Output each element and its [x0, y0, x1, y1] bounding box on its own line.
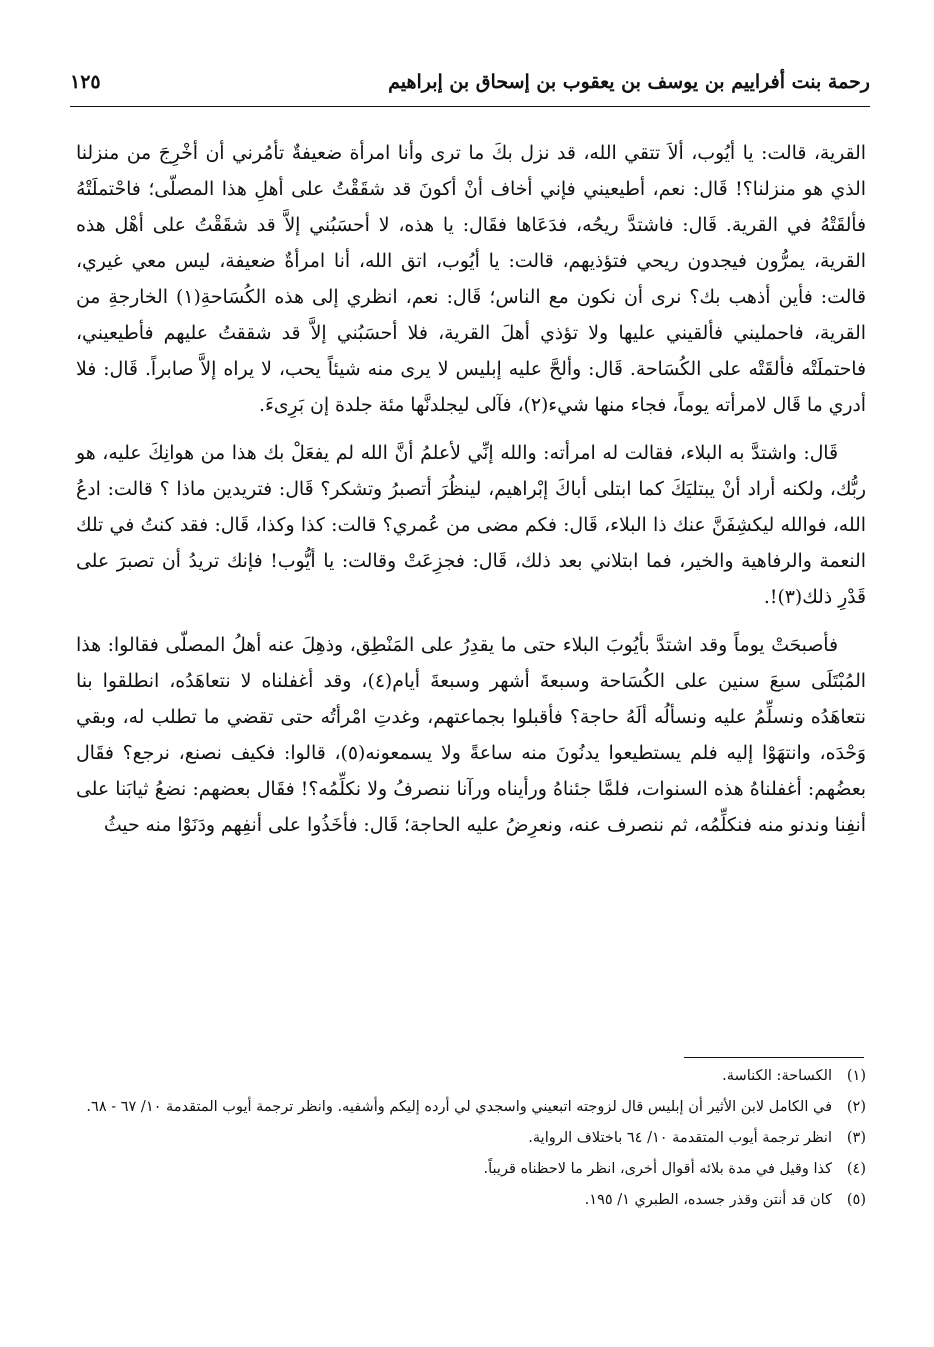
running-title: رحمة بنت أفراييم بن يوسف بن يعقوب بن إسحاق بن إبراهيم: [388, 71, 870, 93]
footnote-number: (٥): [846, 1192, 866, 1208]
footnote-number: (٤): [846, 1161, 866, 1177]
footnote: [76, 1188, 866, 1213]
footnote-number: (١): [846, 1068, 866, 1084]
footnote: [76, 1095, 866, 1120]
footnote-number: (٣): [846, 1130, 866, 1146]
footnote-divider: [684, 1057, 864, 1058]
paragraph: القرية، قالت: يا أيُوب، ألاَ تتقي الله، قد نزل بكَ ما ترى وأنا امرأة ضعيفةٌ تأمُرني أن أخْرِجَ من منزلنا الذي هو منزلنا؟! قَال: نعم، أطيعيني فإني أخاف أنْ أكونَ قد شقَقْتُ على أهلِ هذا المصلّى؛ فاحْتملَتْهُ فألقَتْهُ في القرية. قَال: فاشتدَّ ريحُه، فدَعَاها فقَال: يا هذه، لا أحسَبُني إلاَّ قد شقَقْتُ على أهْل هذه القرية، يمرُّون فيجدون ريحي فتؤذيهم، قالت: يا أيُوب، اتق الله، أنا امرأةٌ ضعيفة، ليس معي غيري، قالت: فأين أذهب بك؟ نرى أن نكون مع الناس؛ قَال: نعم، انظري إلى هذه الكُسَاحةِ(١) الخارجةِ من القرية، فاحمليني فألقيني عليها ولا تؤذي أهلَ القرية، فلا أحسَبُني إلاَّ قد شققتُ عليهم فأطيعيني، فاحتملَتْه فألقَتْه على الكُسَاحة. قَال: وألحَّ عليه إبليس لا يرى منه شيئاً يحب، لا يراه إلاَّ صابراً. قَال: فلا أدري ما قَال لامرأته يوماً، فجاء منها شيء(٢)، فآلى ليجلدنَّها مئة جلدة إن بَرِىءَ.: [76, 143, 866, 416]
header-divider: [70, 106, 870, 107]
footnote-text: كذا وقيل في مدة بلائه أقوال أخرى، انظر ما لاحظناه قريباً.: [483, 1161, 832, 1177]
paragraph: فأصبحَتْ يوماً وقد اشتدَّ بأيُوبَ البلاء حتى ما يقدِرُ على المَنْطِق، وذهِلَ عنه أهلُ المصلّى فقالوا: هذا المُبْتَلَى سبعَ سنين على الكُسَاحة وسبعةَ أشهر وسبعةَ أيام(٤)، وقد أغفلناه لا نتعاهَدُه، انطلقوا بنا نتعاهَدُه ونسلِّمُ عليه ونسألُه ألَهُ حاجة؟ فأقبلوا بجماعتهم، وغدتِ امْرأتُه حتى تقضي ما تطلب له، وبقي وَحْدَه، وانتهَوْا إليه فلم يستطيعوا يدنُونَ منه ساعةً ولا يسمعونه(٥)، قالوا: فكيف نصنع، نرجع؟ فقَال بعضُهم: أغفلناهُ هذه السنوات، فلمَّا جئناهُ ورأيناه ورآنا ننصرفُ ولا نكلِّمُه؟! فقَال بعضهم: نضعُ ثيابَنا على أنفِنا وندنو منه فنكلِّمُه، ثم ننصرف عنه، ونعرِضُ عليه الحاجة؛ قَال: فأخَذُوا على أنفِهم ودَنَوْا منه حيثُ: [76, 635, 867, 836]
footnote-text: انظر ترجمة أيوب المتقدمة ١٠/ ٦٤ باختلاف الرواية.: [528, 1130, 832, 1146]
footnote-text: في الكامل لابن الأثير أن إبليس قال لزوجته اتبعيني واسجدي لي أرده إليكم وأشفيه. وانظر ترجمة أيوب المتقدمة ١٠/ ٦٧ - ٦٨.: [86, 1099, 832, 1115]
footnote-number: (٢): [846, 1099, 866, 1115]
page-header: [70, 68, 870, 108]
footnote: [76, 1126, 866, 1151]
page-number: ١٢٥: [70, 71, 101, 93]
footnote: [76, 1064, 866, 1089]
footnotes: [76, 1064, 866, 1219]
footnote-text: كان قد أنتن وقذر جسده، الطبري ١/ ١٩٥.: [584, 1192, 832, 1208]
footnote-text: الكساحة: الكناسة.: [722, 1068, 832, 1084]
footnote: [76, 1157, 866, 1182]
main-text: [76, 136, 866, 856]
paragraph: قَال: واشتدَّ به البلاء، فقالت له امرأته: والله إنِّي لأعلمُ أنَّ الله لم يفعَلْ بك هذا من هوانِكَ عليه، هو ربُّك، ولكنه أراد أنْ يبتليَكَ كما ابتلى أباكَ إبْراهيم، لينظُرَ أتصبرُ وتشكر؟ قَال: فتريدين ماذا ؟ قالت: ادعُ الله، فوالله ليكشِفَنَّ عنك ذا البلاء، قَال: فكم مضى من عُمري؟ قالت: كذا وكذا، قَال: فقد كنتُ في تلك النعمة والرفاهية والخير، فما ابتلاني بعد ذلك، قَال: فجزِعَتْ وقالت: يا أيُّوب! فإنك تريدُ أن تصبرَ على قَدْرِ ذلك(٣)!.: [76, 443, 866, 608]
